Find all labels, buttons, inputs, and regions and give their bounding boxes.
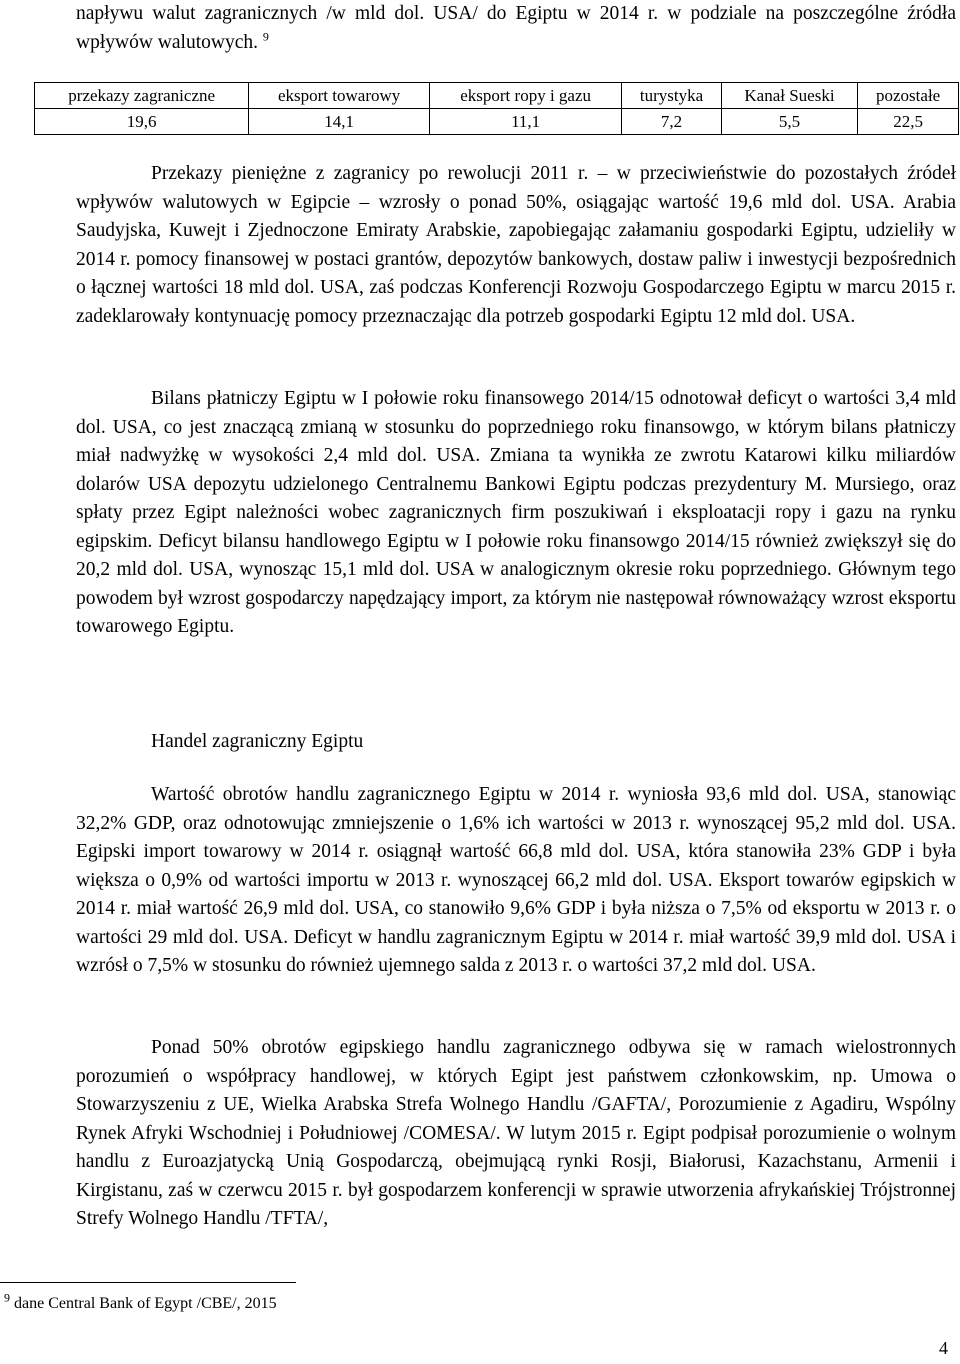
footnote-text: dane Central Bank of Egypt /CBE/, 2015 <box>14 1295 277 1312</box>
table-header-cell: eksport towarowy <box>249 83 430 109</box>
table-cell: 19,6 <box>35 109 249 135</box>
table-cell: 11,1 <box>429 109 621 135</box>
currency-sources-table <box>34 82 959 135</box>
table-cell: 14,1 <box>249 109 430 135</box>
footnote <box>4 1290 277 1314</box>
table-row <box>35 109 959 135</box>
table-header-cell: eksport ropy i gazu <box>429 83 621 109</box>
trade-agreements-paragraph: Ponad 50% obrotów egipskiego handlu zagranicznego odbywa się w ramach wielostronnych porozumień o współpracy handlowej, w których Egipt jest państwem członkowskim, np. Umowa o Stowarzyszeniu z UE, Wielka Arabska Strefa Wolnego Handlu /GAFTA/, Porozumienie z Agadiru, Wspólny Rynek Afryki Wschodniej i Południowej /COMESA/. W lutym 2015 r. Egipt podpisał porozumienie o wolnym handlu z Euroazjatycką Unią Gospodarczą, obejmującą rynki Rosji, Białorusi, Kazachstanu, Armenii i Kirgistanu, zaś w czerwcu 2015 r. był gospodarzem konferencji w sprawie utworzenia afrykańskiej Trójstronnej Strefy Wolnego Handlu /TFTA/, <box>76 1037 956 1229</box>
balance-of-payments-paragraph: Bilans płatniczy Egiptu w I połowie roku finansowego 2014/15 odnotował deficyt o wartości 3,4 mld dol. USA, co jest znaczącą zmianą w stosunku do poprzedniego roku finansowgo, w którym bilans płatniczy miał nadwyżkę w wysokości 2,4 mld dol. USA. Zmiana ta wynikła ze zwrotu Katarowi kilku miliardów dolarów USA depozytu udzielonego Centralnemu Bankowi Egiptu podczas prezydentury M. Mursiego, oraz spłaty przez Egipt należności wobec zagranicznych firm poszukiwań i eksploatacji ropy i gazu na rynku egipskim. Deficyt bilansu handlowego Egiptu w I połowie roku finansowgo 2014/15 również zwiększył się do 20,2 mld dol. USA, wynosząc 15,1 mld dol. USA w analogicznym okresie roku poprzedniego. Głównym tego powodem był wzrost gospodarczy napędzający import, za którym nie następował równoważący wzrost eksportu towarowego Egiptu. <box>76 388 956 637</box>
table-header-cell: Kanał Sueski <box>721 83 857 109</box>
footnote-number: 9 <box>4 1290 10 1305</box>
footnote-reference: 9 <box>262 29 269 43</box>
trade-value-paragraph: Wartość obrotów handlu zagranicznego Egiptu w 2014 r. wyniosła 93,6 mld dol. USA, stanowiąc 32,2% GDP, oraz odnotowując zmniejszenie o 1,6% ich wartości w 2013 r. wynoszącej 95,2 mld dol. USA. Egipski import towarowy w 2014 r. osiągnął wartość 66,8 mld dol. USA, która stanowiła 23% GDP i była większa o 0,9% od wartości importu w 2013 r. wynoszącej 66,2 mld dol. USA. Eksport towarów egipskich w 2014 r. miał wartość 26,9 mld dol. USA, co stanowiło 9,6% GDP i była niższa o 7,5% od eksportu w 2013 r. o wartości 29 mld dol. USA. Deficyt w handlu zagranicznym Egiptu w 2014 r. miał wartość 39,9 mld dol. USA i wzrósł o 7,5% w stosunku do również ujemnego salda z 2013 r. o wartości 37,2 mld dol. USA. <box>76 784 956 976</box>
intro-paragraph <box>76 0 956 57</box>
remittances-paragraph: Przekazy pieniężne z zagranicy po rewolucji 2011 r. – w przeciwieństwie do pozostałych źródeł wpływów walutowych w Egipcie – wzrosły o ponad 50%, osiągając wartość 19,6 mld dol. USA. Arabia Saudyjska, Kuwejt i Zjednoczone Emiraty Arabskie, zapobiegając załamaniu gospodarki Egiptu, udzieliły w 2014 r. pomocy finansowej w postaci grantów, depozytów bankowych, dostaw paliw i inwestycji bezpośrednich o łącznej wartości 18 mld dol. USA, zaś podczas Konferencji Rozwoju Gospodarczego Egiptu w marcu 2015 r. zadeklarowały kontynuację pomocy przeznaczając dla potrzeb gospodarki Egiptu 12 mld dol. USA. <box>76 163 956 327</box>
footnote-divider <box>0 1282 296 1283</box>
section-heading: Handel zagraniczny Egiptu <box>151 731 364 752</box>
table-header-cell: pozostałe <box>858 83 959 109</box>
table-header-cell: turystyka <box>622 83 721 109</box>
table-header-cell: przekazy zagraniczne <box>35 83 249 109</box>
table-header-row <box>35 83 959 109</box>
page-number: 4 <box>939 1338 948 1358</box>
table-cell: 5,5 <box>721 109 857 135</box>
table-cell: 22,5 <box>858 109 959 135</box>
table-cell: 7,2 <box>622 109 721 135</box>
intro-text: napływu walut zagranicznych /w mld dol. USA/ do Egiptu w 2014 r. w podziale na poszczególne źródła wpływów walutowych. <box>76 3 956 53</box>
